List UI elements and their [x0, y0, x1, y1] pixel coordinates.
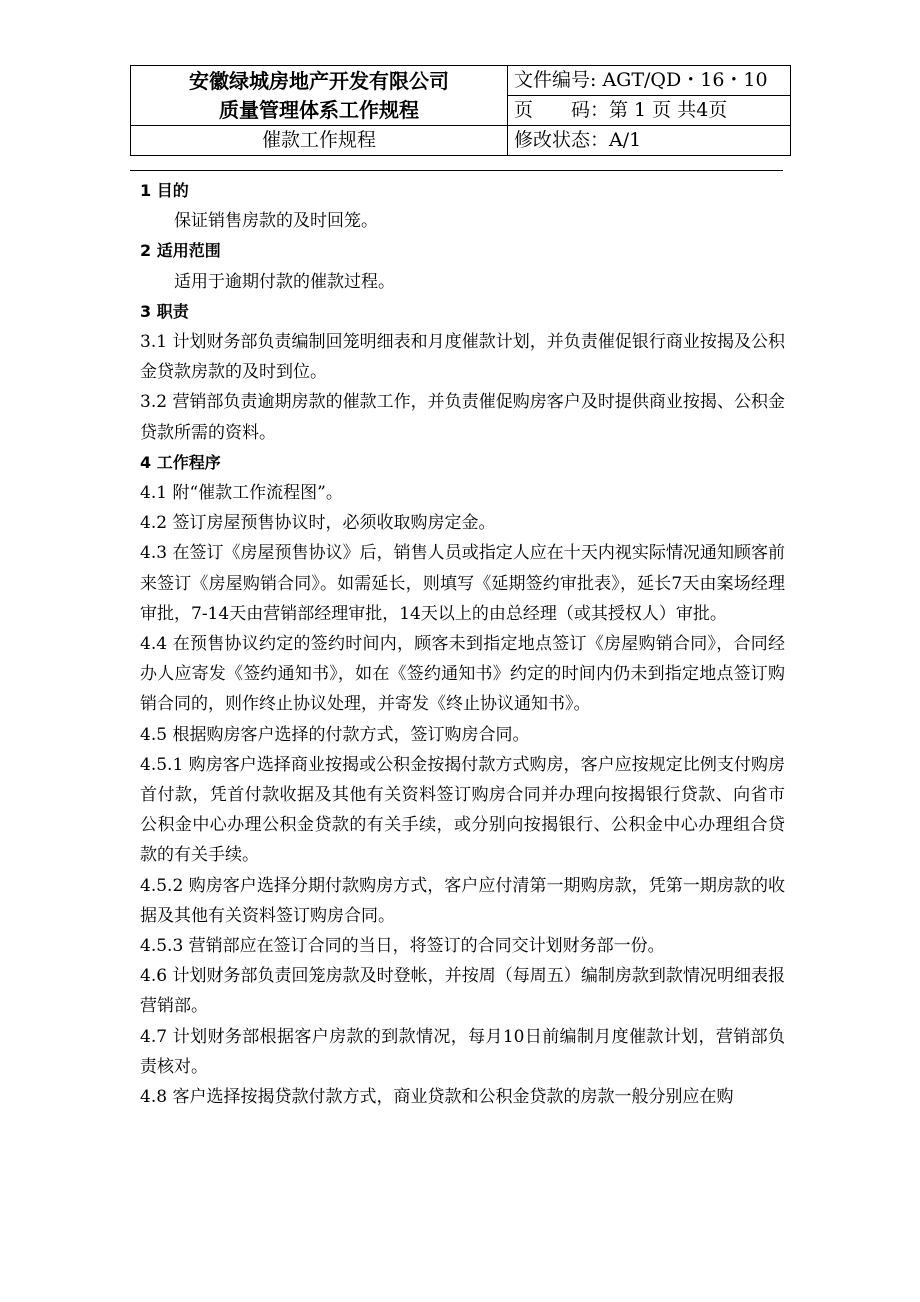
header-divider [130, 170, 783, 171]
document-header [130, 65, 791, 156]
section-heading: 3 职责 [140, 301, 189, 321]
procedure-title: 催款工作规程 [131, 126, 508, 156]
paragraph: 4.5.3 营销部应在签订合同的当日，将签订的合同交计划财务部一份。 [140, 936, 665, 957]
paragraph: 4.6 计划财务部负责回笼房款及时登帐，并按周（每周五）编制房款到款情况明细表报营销部。 [140, 966, 785, 1017]
paragraph: 适用于逾期付款的催款过程。 [174, 271, 395, 292]
paragraph: 4.5.1 购房客户选择商业按揭或公积金按揭付款方式购房，客户应按规定比例支付购房首付款，凭首付款收据及其他有关资料签订购房合同并办理向按揭银行贷款、向省市公积金中心办理公积金贷款的有关手续，或分别向按揭银行、公积金中心办理组合贷款的有关手续。 [140, 754, 785, 866]
paragraph: 4.7 计划财务部根据客户房款的到款情况，每月10日前编制月度催款计划，营销部负责核对。 [140, 1026, 785, 1077]
paragraph: 4.1 附“催款工作流程图”。 [140, 483, 343, 504]
paragraph: 3.1 计划财务部负责编制回笼明细表和月度催款计划，并负责催促银行商业按揭及公积金贷款房款的及时到位。 [140, 332, 785, 383]
paragraph: 4.5.2 购房客户选择分期付款购房方式，客户应付清第一期购房款，凭第一期房款的收据及其他有关资料签订购房合同。 [140, 875, 785, 926]
section-heading: 4 工作程序 [140, 452, 221, 472]
paragraph: 4.3 在签订《房屋预售协议》后，销售人员或指定人应在十天内视实际情况通知顾客前来签订《房屋购销合同》。如需延长，则填写《延期签约审批表》，延长7天由案场经理审批，7-14天由营销部经理审批，14天以上的由总经理（或其授权人）审批。 [140, 543, 785, 624]
system-name: 质量管理体系工作规程 [219, 97, 419, 122]
revision-status: 修改状态：A/1 [508, 126, 791, 156]
paragraph: 3.2 营销部负责逾期房款的催款工作，并负责催促购房客户及时提供商业按揭、公积金贷款所需的资料。 [140, 392, 785, 443]
document-body [140, 176, 785, 1112]
section-heading: 2 适用范围 [140, 241, 221, 261]
doc-number: 文件编号: AGT/QD・16・10 [508, 66, 791, 96]
company-name: 安徽绿城房地产开发有限公司 [189, 68, 449, 93]
paragraph: 4.4 在预售协议约定的签约时间内，顾客未到指定地点签订《房屋购销合同》，合同经办人应寄发《签约通知书》，如在《签约通知书》约定的时间内仍未到指定地点签订购销合同的，则作终止协议处理，并寄发《终止协议通知书》。 [140, 634, 785, 715]
paragraph: 4.5 根据购房客户选择的付款方式，签订购房合同。 [140, 724, 530, 745]
paragraph: 4.8 客户选择按揭贷款付款方式，商业贷款和公积金贷款的房款一般分别应在购 [140, 1087, 734, 1108]
paragraph: 4.2 签订房屋预售协议时，必须收取购房定金。 [140, 513, 496, 534]
page-number: 页 码：第 1 页 共4页 [508, 96, 791, 126]
company-system-cell [131, 66, 508, 126]
section-heading: 1 目的 [140, 181, 189, 200]
paragraph: 保证销售房款的及时回笼。 [174, 211, 378, 232]
